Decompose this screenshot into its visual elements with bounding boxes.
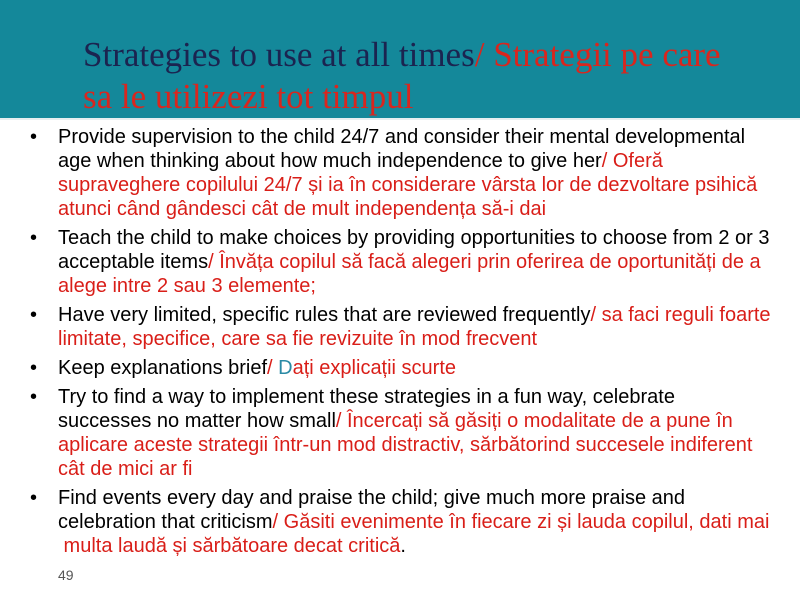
bullet-line xyxy=(58,457,800,481)
text-segment: age when thinking about how much independence to give her xyxy=(58,150,602,172)
bullet-list xyxy=(0,125,800,563)
text-segment: ați explicații scurte xyxy=(292,357,457,379)
page-number: 49 xyxy=(58,567,74,583)
text-segment: supraveghere copilului 24/7 și ia în considerare vârsta lor de dezvoltare psihică xyxy=(58,174,758,196)
text-segment: celebration that criticism xyxy=(58,511,273,533)
text-segment: / xyxy=(267,357,279,379)
title-english: Strategies to use at all times xyxy=(83,35,475,74)
text-segment: / Încercați să găsiți o modalitate de a pune în xyxy=(335,410,733,432)
bullet-marker: • xyxy=(30,357,38,379)
bullet-line xyxy=(58,433,800,457)
bullet-marker: • xyxy=(30,386,38,408)
title-line-1 xyxy=(83,34,783,76)
title-line-2 xyxy=(83,76,783,118)
bullet-marker: • xyxy=(30,227,38,249)
bullet-line xyxy=(58,385,800,409)
text-segment: Have very limited, specific rules that are reviewed frequently xyxy=(58,304,591,326)
bullet-line xyxy=(58,327,800,351)
text-segment: / sa faci reguli foarte xyxy=(590,304,771,326)
bullet-marker: • xyxy=(30,126,38,148)
bullet-marker: • xyxy=(30,304,38,326)
text-segment: atunci când gândesci cât de mult independența să-i dai xyxy=(58,198,547,220)
text-segment: limitate, specifice, care sa fie revizuite în mod frecvent xyxy=(58,328,538,350)
text-segment: acceptable items xyxy=(58,251,209,273)
text-segment: / Găsiti evenimente în fiecare zi și lauda copilul, dati mai xyxy=(272,511,770,533)
text-segment: aplicare aceste strategii într-un mod distractiv, sărbătorind succesele indiferent xyxy=(58,434,753,456)
bullet-line xyxy=(58,149,800,173)
text-segment: successes no matter how small xyxy=(58,410,336,432)
text-segment: Find events every day and praise the child; give much more praise and xyxy=(58,487,686,509)
header-divider xyxy=(0,118,800,120)
bullet-line xyxy=(58,197,800,221)
bullet-item xyxy=(0,385,800,481)
bullet-line xyxy=(58,510,800,534)
text-segment: D xyxy=(278,357,293,379)
text-segment: cât de mici ar fi xyxy=(58,458,193,480)
bullet-line xyxy=(58,125,800,149)
text-segment: Keep explanations brief xyxy=(58,357,268,379)
bullet-line xyxy=(58,250,800,274)
text-segment: multa laudă și sărbătoare decat critică xyxy=(58,535,401,557)
title-romanian: / Strategii pe care xyxy=(474,35,721,74)
text-segment: / Oferă xyxy=(601,150,663,172)
bullet-line xyxy=(58,173,800,197)
bullet-item xyxy=(0,486,800,558)
title-romanian: sa le utilizezi tot timpul xyxy=(83,77,414,116)
bullet-line xyxy=(58,303,800,327)
bullet-item xyxy=(0,303,800,351)
slide-title xyxy=(83,34,783,118)
bullet-line xyxy=(58,409,800,433)
text-segment: Teach the child to make choices by providing opportunities to choose from 2 or 3 xyxy=(58,227,770,249)
bullet-item xyxy=(0,356,800,380)
bullet-marker: • xyxy=(30,487,38,509)
bullet-line xyxy=(58,534,800,558)
bullet-line xyxy=(58,274,800,298)
bullet-line xyxy=(58,356,800,380)
text-segment: / Învăța copilul să facă alegeri prin oferirea de oportunități de a xyxy=(208,251,761,273)
text-segment: Provide supervision to the child 24/7 and consider their mental developmental xyxy=(58,126,746,148)
bullet-item xyxy=(0,125,800,221)
bullet-line xyxy=(58,486,800,510)
text-segment: . xyxy=(400,535,406,557)
bullet-item xyxy=(0,226,800,298)
bullet-line xyxy=(58,226,800,250)
text-segment: Try to find a way to implement these strategies in a fun way, celebrate xyxy=(58,386,675,408)
text-segment: alege intre 2 sau 3 elemente; xyxy=(58,275,316,297)
